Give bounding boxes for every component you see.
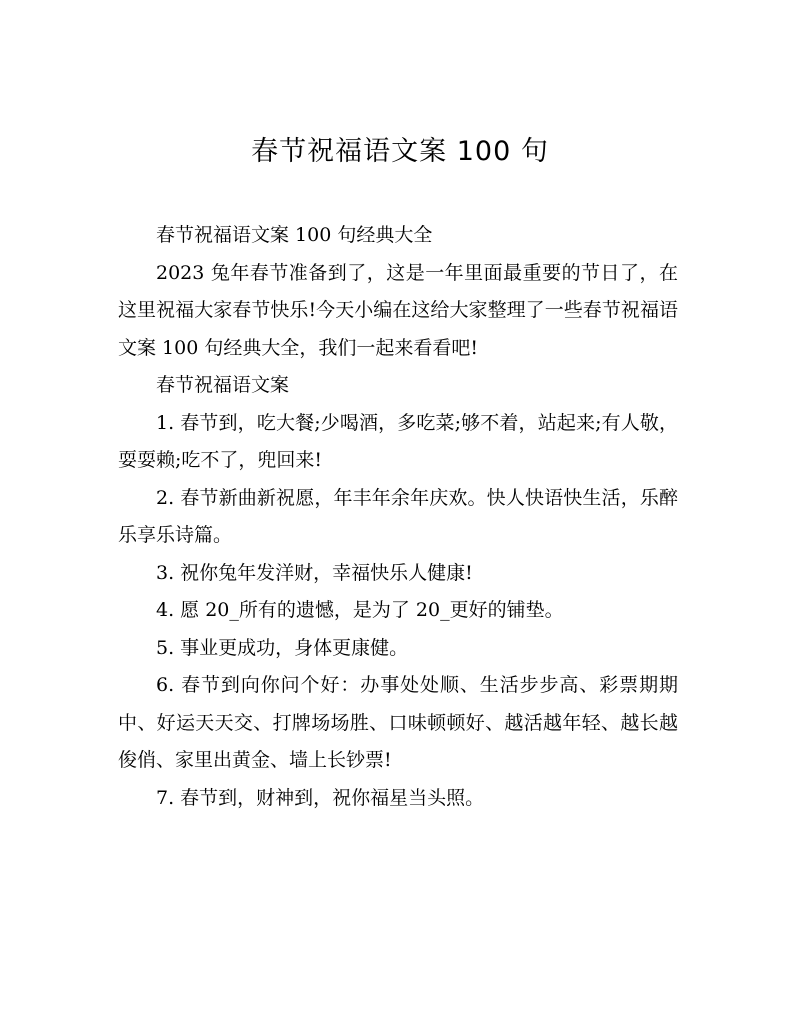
- section-heading: 春节祝福语文案: [156, 374, 290, 396]
- list-item-5: 5. 事业更成功，身体更康健。: [156, 636, 409, 659]
- list-item-4: 4. 愿 20_所有的遗憾，是为了 20_更好的铺垫。: [156, 599, 564, 621]
- list-item-7: 7. 春节到，财神到，祝你福星当头照。: [156, 786, 485, 809]
- document-body: [118, 217, 678, 817]
- list-item-3: 3. 祝你兔年发洋财，幸福快乐人健康!: [156, 561, 473, 584]
- paragraph-intro: 2023 兔年春节准备到了，这是一年里面最重要的节日了，在这里祝福大家春节快乐!今天小编在这给大家整理了一些春节祝福语文案 100 句经典大全，我们一起来看看吧!: [118, 261, 678, 359]
- list-item-1: 1. 春节到，吃大餐;少喝酒，多吃菜;够不着，站起来;有人敬，耍耍赖;吃不了，兜回来!: [118, 411, 678, 471]
- document-title: 春节祝福语文案 100 句: [251, 136, 549, 167]
- paragraph-subtitle: 春节祝福语文案 100 句经典大全: [156, 224, 433, 246]
- list-item-6: 6. 春节到向你问个好：办事处处顺、生活步步高、彩票期期中、好运天天交、打牌场场胜、口味顿顿好、越活越年轻、越长越俊俏、家里出黄金、墙上长钞票!: [118, 674, 678, 771]
- list-item-2: 2. 春节新曲新祝愿，年丰年余年庆欢。快人快语快生活，乐醉乐享乐诗篇。: [118, 486, 678, 546]
